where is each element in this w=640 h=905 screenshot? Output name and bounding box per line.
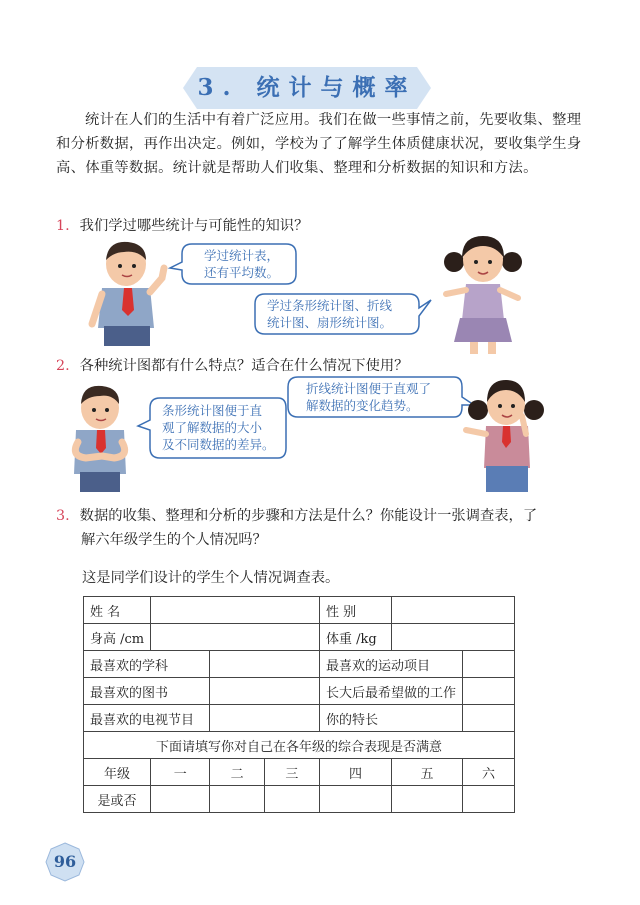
fav-book-label: 最喜欢的图书 (84, 678, 210, 705)
grade-answer-cell[interactable] (391, 786, 462, 813)
grade-header: 五 (391, 759, 462, 786)
bubble-line: 学过统计表， (204, 248, 280, 263)
bubble-line: 观了解数据的大小 (162, 420, 263, 435)
girl-illustration (440, 232, 530, 356)
height-label: 身高 /cm (84, 624, 151, 651)
intro-paragraph: 统计在人们的生活中有着广泛应用。我们在做一些事情之前，先要收集、整理和分析数据，再作出决定。例如，学校为了了解学生体质健康状况，要收集学生身高、体重等数据。统计就是帮助人们收集、整理和分析数据的知识和方法。 (56, 112, 582, 176)
self-evaluation-note: 下面请填写你对自己在各年级的综合表现是否满意 (84, 732, 515, 759)
grade-answer-cell[interactable] (463, 786, 515, 813)
fav-sport-cell[interactable] (463, 651, 515, 678)
name-cell[interactable] (151, 597, 320, 624)
fav-tv-label: 最喜欢的电视节目 (84, 705, 210, 732)
specialty-cell[interactable] (463, 705, 515, 732)
table-caption: 这是同学们设计的学生个人情况调查表。 (82, 570, 340, 586)
boy-illustration-2 (62, 382, 138, 498)
table-row (84, 786, 515, 813)
specialty-label: 你的特长 (320, 705, 463, 732)
weight-label: 体重 /kg (320, 624, 392, 651)
page-number: 96 (53, 852, 77, 871)
bubble-line: 还有平均数。 (204, 265, 280, 280)
bubble-line: 条形统计图便于直 (162, 403, 263, 418)
question-text-line1: 数据的收集、整理和分析的步骤和方法是什么？你能设计一张调查表，了 (79, 508, 538, 524)
table-row (84, 759, 515, 786)
height-cell[interactable] (151, 624, 320, 651)
survey-table (83, 596, 515, 813)
grade-answer-cell[interactable] (320, 786, 392, 813)
grade-header: 一 (151, 759, 210, 786)
table-row (84, 732, 515, 759)
grade-header: 四 (320, 759, 392, 786)
table-row (84, 705, 515, 732)
speech-bubble-4 (288, 375, 474, 419)
girl-illustration-2 (462, 376, 550, 496)
question-number: 3. (56, 508, 70, 524)
table-row (84, 597, 515, 624)
boy-illustration (84, 238, 174, 354)
dream-job-cell[interactable] (463, 678, 515, 705)
table-row (84, 624, 515, 651)
question-text-line2: 解六年级学生的个人情况吗？ (81, 532, 267, 548)
question-text: 我们学过哪些统计与可能性的知识？ (79, 218, 309, 234)
question-3 (56, 504, 586, 552)
grade-label: 年级 (84, 759, 151, 786)
table-row (84, 678, 515, 705)
title-text: 3. 统计与概率 (197, 74, 417, 101)
fav-subject-cell[interactable] (210, 651, 320, 678)
page-number-badge (45, 842, 85, 882)
weight-cell[interactable] (391, 624, 514, 651)
fav-book-cell[interactable] (210, 678, 320, 705)
grade-header: 六 (463, 759, 515, 786)
bubble-line: 解数据的变化趋势。 (306, 398, 419, 413)
question-text: 各种统计图都有什么特点？适合在什么情况下使用？ (79, 358, 409, 374)
name-label: 姓 名 (84, 597, 151, 624)
fav-sport-label: 最喜欢的运动项目 (320, 651, 463, 678)
fav-subject-label: 最喜欢的学科 (84, 651, 210, 678)
gender-label: 性 别 (320, 597, 392, 624)
speech-bubble-2 (255, 292, 431, 336)
bubble-line: 折线统计图便于直观了 (306, 381, 432, 396)
speech-bubble-1 (168, 242, 298, 286)
question-1 (56, 214, 308, 238)
speech-bubble-3 (138, 396, 288, 460)
bubble-line: 统计图、扇形统计图。 (267, 315, 393, 330)
question-number: 2. (56, 358, 70, 374)
yes-no-label: 是或否 (84, 786, 151, 813)
grade-header: 三 (264, 759, 319, 786)
grade-answer-cell[interactable] (264, 786, 319, 813)
grade-answer-cell[interactable] (210, 786, 264, 813)
grade-answer-cell[interactable] (151, 786, 210, 813)
bubble-line: 学过条形统计图、折线 (267, 298, 393, 313)
section-title (183, 67, 431, 109)
gender-cell[interactable] (391, 597, 514, 624)
table-row (84, 651, 515, 678)
fav-tv-cell[interactable] (210, 705, 320, 732)
bubble-line: 及不同数据的差异。 (162, 437, 275, 452)
dream-job-label: 长大后最希望做的工作 (320, 678, 463, 705)
question-number: 1. (56, 218, 70, 234)
grade-header: 二 (210, 759, 264, 786)
